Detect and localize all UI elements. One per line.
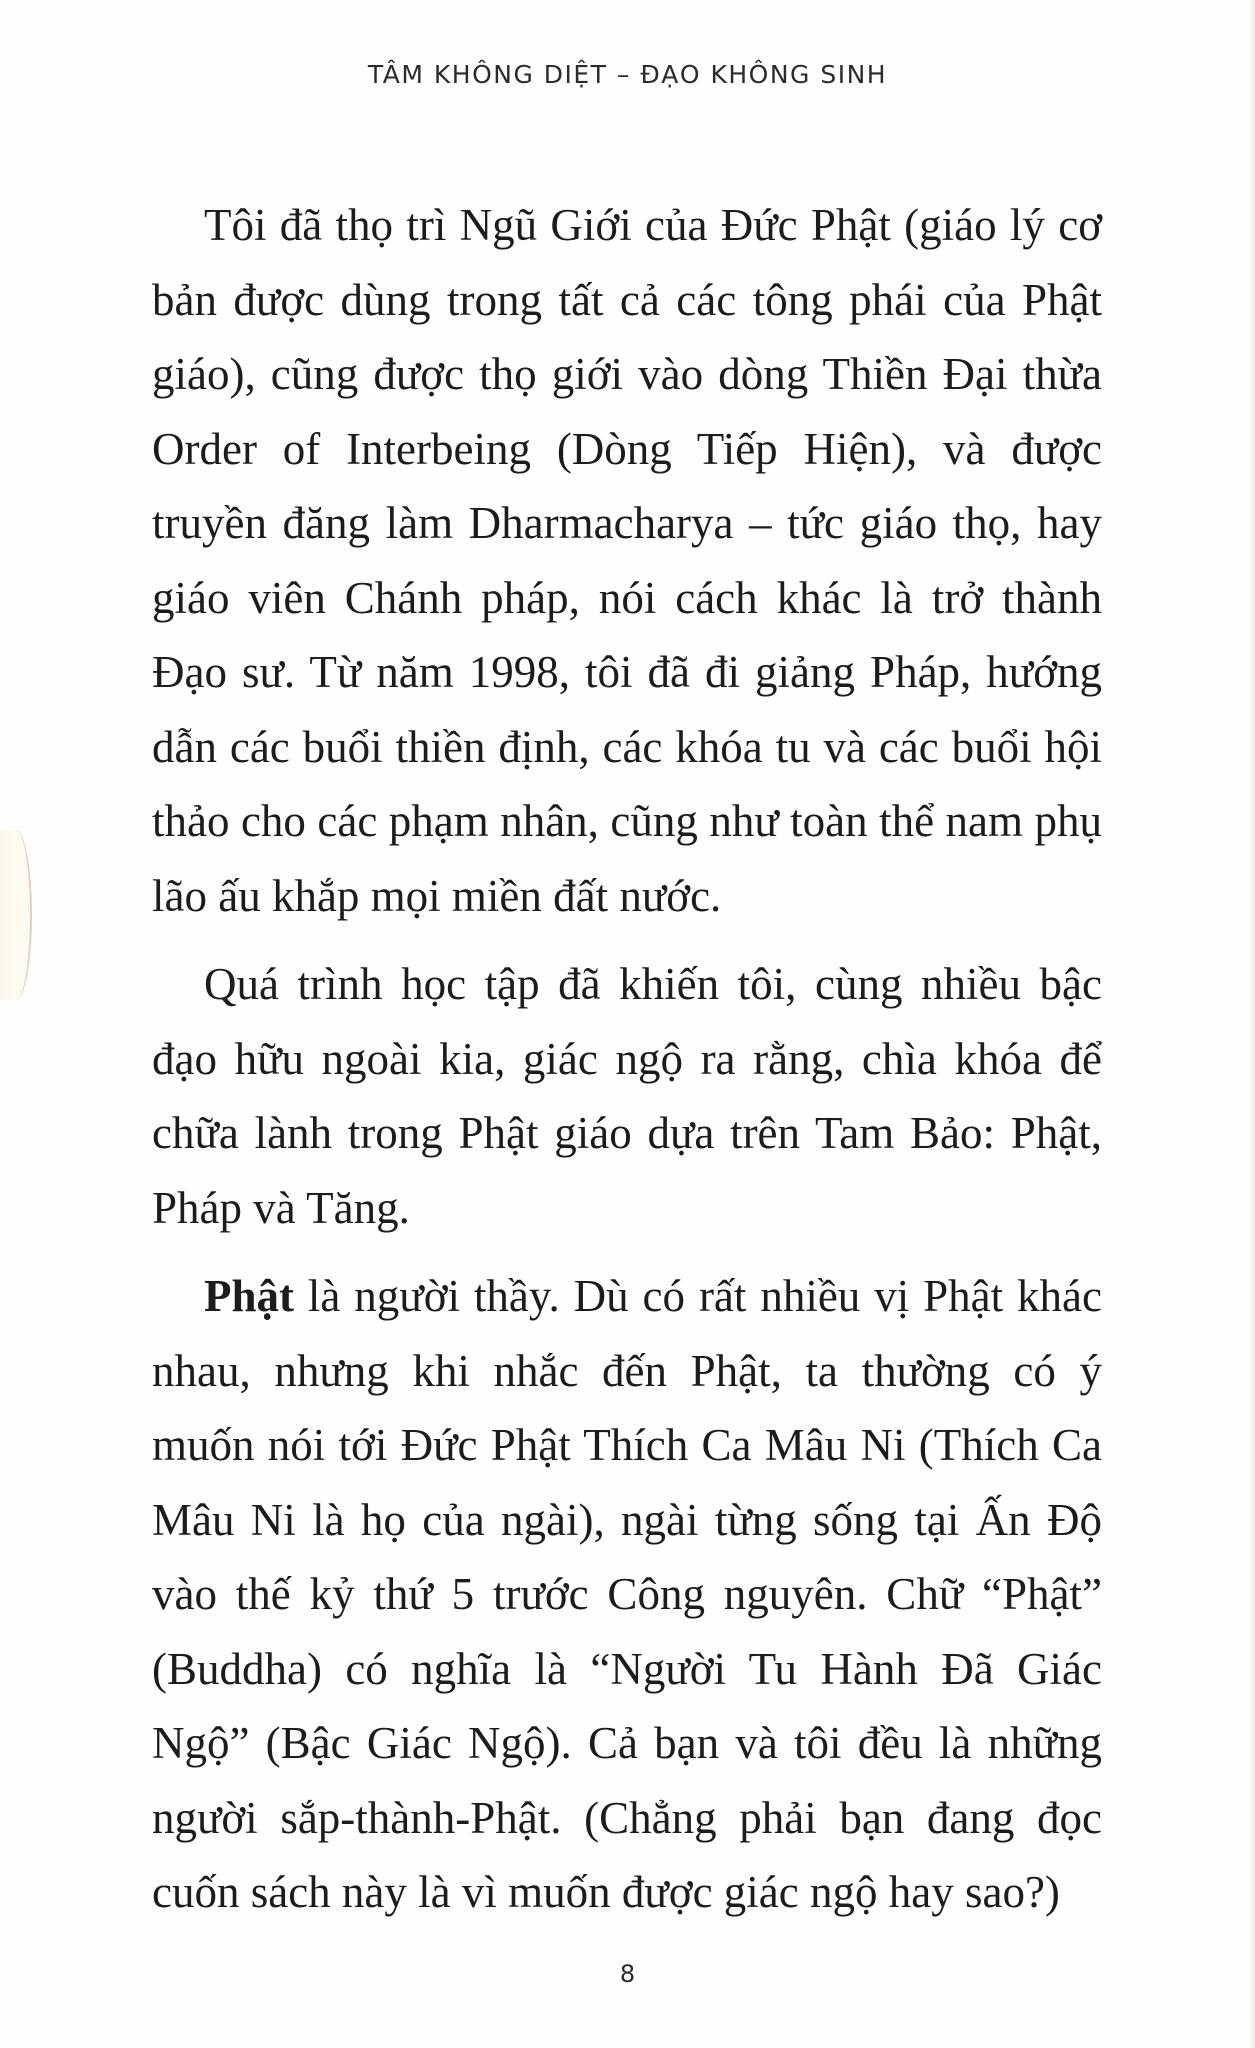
- paragraph-1-text: Tôi đã thọ trì Ngũ Giới của Đức Phật (giáo lý cơ bản được dùng trong tất cả các tông phái của Phật giáo), cũng được thọ giới vào dòng Thiền Đại thừa Order of Interbeing (Dòng Tiếp Hiện), và được truyền đăng làm Dharmacharya – tức giáo thọ, hay giáo viên Chánh pháp, nói cách khác là trở thành Đạo sư. Từ năm 1998, tôi đã đi giảng Pháp, hướng dẫn các buổi thiền định, các khóa tu và các buổi hội thảo cho các phạm nhân, cũng như toàn thể nam phụ lão ấu khắp mọi miền đất nước.: [152, 200, 1102, 921]
- paragraph-2: [152, 947, 1102, 1245]
- page-number: 8: [619, 1960, 636, 1988]
- running-head: TÂM KHÔNG DIỆT – ĐẠO KHÔNG SINH: [367, 60, 888, 89]
- paragraph-3-bold-lead: Phật: [204, 1271, 294, 1321]
- page-edge-shadow: [0, 830, 32, 1000]
- page-right-edge: [1249, 0, 1255, 2048]
- paragraph-2-text: Quá trình học tập đã khiến tôi, cùng nhiều bậc đạo hữu ngoài kia, giác ngộ ra rằng, chìa khóa để chữa lành trong Phật giáo dựa trên Tam Bảo: Phật, Pháp và Tăng.: [152, 959, 1102, 1233]
- body-text: [152, 188, 1102, 1944]
- paragraph-1: [152, 188, 1102, 933]
- paragraph-3: [152, 1259, 1102, 1930]
- paragraph-3-text: là người thầy. Dù có rất nhiều vị Phật khác nhau, nhưng khi nhắc đến Phật, ta thường có ý muốn nói tới Đức Phật Thích Ca Mâu Ni (Thích Ca Mâu Ni là họ của ngài), ngài từng sống tại Ấn Độ vào thế kỷ thứ 5 trước Công nguyên. Chữ “Phật” (Buddha) có nghĩa là “Người Tu Hành Đã Giác Ngộ” (Bậc Giác Ngộ). Cả bạn và tôi đều là những người sắp-thành-Phật. (Chẳng phải bạn đang đọc cuốn sách này là vì muốn được giác ngộ hay sao?): [152, 1271, 1102, 1917]
